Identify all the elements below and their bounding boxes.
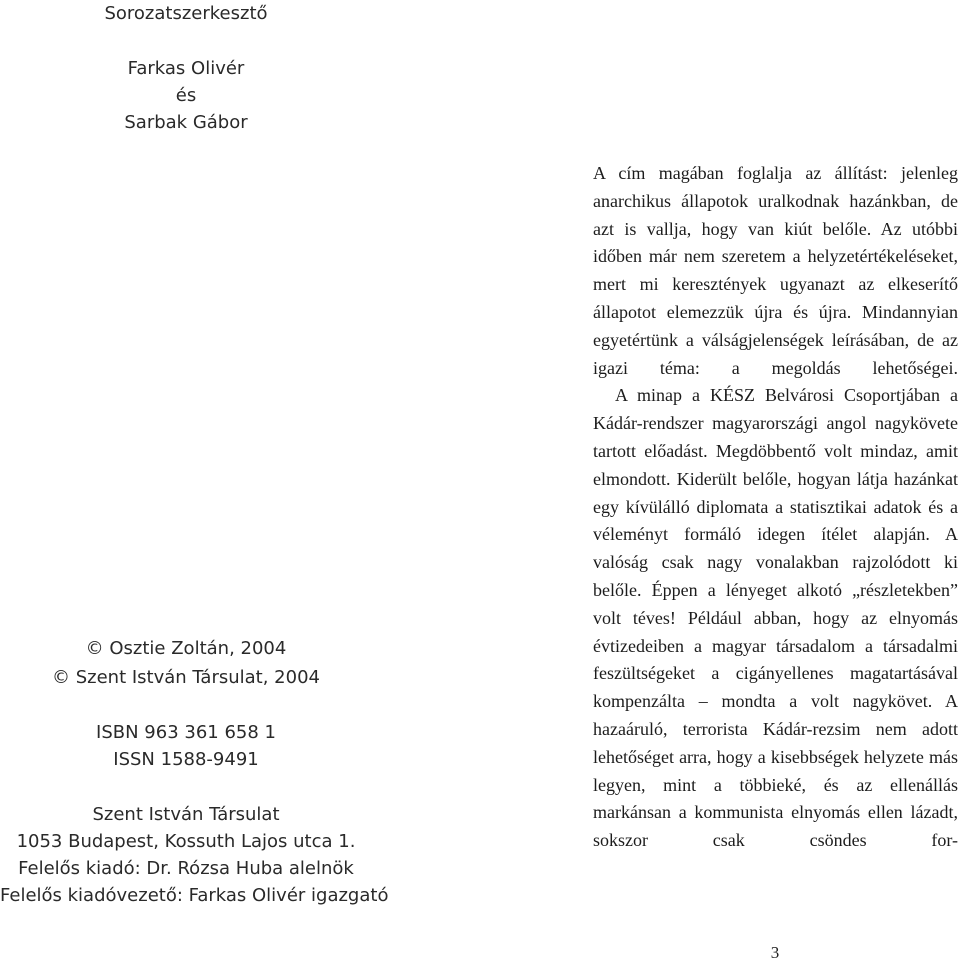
copyright-publisher: © Szent István Társulat, 2004 <box>52 667 320 688</box>
issn: ISSN 1588-9491 <box>113 749 259 770</box>
body-text-page <box>593 160 958 855</box>
body-paragraph-2: A minap a KÉSZ Belvárosi Csoportjában a Kádár-rendszer magyarországi angol nagykövete tartott előadást. Megdöbbentő volt mindaz, amit elmondott. Kiderült belőle, hogyan látja hazánkat egy kívülálló diplomata a statisztikai adatok és a véleményt formáló idegen ítélet alapján. A valóság csak nagy vonalakban rajzolódott ki belőle. Éppen a lényeget alkotó „részletekben” volt téves! Például abban, hogy az elnyomás évtizedeiben a magyar társadalom a társadalmi feszültségeket a cigányellenes magatartásával kompenzálta – mondta a volt nagykövet. A hazaáruló, terrorista Kádár-rezsim nem adott lehetőséget arra, hogy a kisebbségek helyzete más legyen, mint a többieké, és az ellenállás markánsan a kommunista elnyomás ellen lázadt, sokszor csak csöndes for- <box>593 385 958 851</box>
imprint-page <box>0 0 389 963</box>
isbn: ISBN 963 361 658 1 <box>96 722 276 743</box>
publisher-name: Szent István Társulat <box>92 804 280 825</box>
copyright-author: © Osztie Zoltán, 2004 <box>85 638 287 659</box>
series-editor-conjunction: és <box>175 85 197 106</box>
publisher-address: 1053 Budapest, Kossuth Lajos utca 1. <box>16 831 356 852</box>
series-editor-name-2: Sarbak Gábor <box>124 112 248 133</box>
responsible-publisher: Felelős kiadó: Dr. Rózsa Huba alelnök <box>18 858 354 879</box>
series-editor-label: Sorozatszerkesztő <box>104 3 268 24</box>
body-paragraph-1: A cím magában foglalja az állítást: jelenleg anarchikus állapotok uralkodnak hazánkban, de azt is vallja, hogy van kiút belőle. Az utóbbi időben már nem szeretem a helyzetértékeléseket, mert mi keresztények ugyanazt az elkeserítő állapotot elemezzük újra és újra. Mindannyian egyetértünk a válságjelenségek leírásában, de az igazi téma: a megoldás lehetőségei. <box>593 163 958 378</box>
page-number: 3 <box>770 943 780 962</box>
series-editor-name-1: Farkas Olivér <box>127 58 245 79</box>
responsible-manager: Felelős kiadóvezető: Farkas Olivér igazgató <box>0 885 389 906</box>
